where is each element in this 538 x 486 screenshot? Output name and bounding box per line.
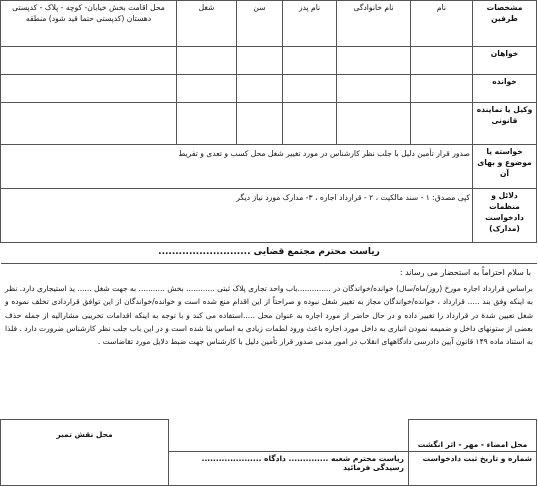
header-job: شغل	[177, 1, 237, 47]
petition-form	[1, 0, 537, 480]
table-row	[1, 47, 537, 75]
header-parties: مشخصات طرفین	[473, 1, 537, 47]
defendant-first-name-field[interactable]	[411, 75, 473, 103]
header-first-name: نام	[411, 1, 473, 47]
plaintiff-age-field[interactable]	[237, 47, 283, 75]
evidence-label: دلائل و منظمات دادخواست (مدارک)	[473, 189, 537, 243]
footer-table	[0, 419, 537, 486]
petition-body-text: براساس قرارداد اجاره مورخ (روز/ماه/سال) خوانده/خواندگان در ..............باب واحد تجاری پلاک ثبتی ............ بخش ........... به جهت شغل ...... ید استیجاری دارد. نظر به اینکه وفق بند ..... قرارداد ، خوانده/خواندگان مجاز به تغییر شغل نبوده و صراحتاً از این اقدام منع شده است و خوانده/خواندگان از این توافق قراردادی تخلف نموده و شغل تعیین شدهٔ در قرارداد را تغییر داده و در حال حاضر از مورد اجاره به عنوان محل .....استفاده می کند و با توجه به اینکه اقدامات تخریبی مشارالیه از جمله حذف بعضی از ستونهای داخل و ضمیمه نمودن انباری به داخل مورد اجاره باعث ورود لطمات زیادی به اساس بنا شده است و در این باب جلب نظر کارشناس ضرورت دارد . فلذا به استناد ماده ۱۴۹ قانون آیین دادرسی دادگاههای انقلاب در امور مدنی صدور قرار تأمین دلیل با کارشناس جهت ضبط دلایل مورد تقاضاست .	[5, 284, 533, 347]
claim-row	[1, 145, 537, 189]
seal-place-cell[interactable]	[1, 420, 169, 486]
row-label-defendant: خوانده	[473, 75, 537, 103]
plaintiff-job-field[interactable]	[177, 47, 237, 75]
parties-table	[0, 0, 537, 243]
footer-spacer	[169, 420, 409, 447]
plaintiff-last-name-field[interactable]	[337, 47, 411, 75]
plaintiff-residence-field[interactable]	[1, 47, 177, 75]
defendant-age-field[interactable]	[237, 75, 283, 103]
attorney-father-name-field[interactable]	[283, 103, 337, 145]
defendant-last-name-field[interactable]	[337, 75, 411, 103]
attorney-residence-field[interactable]	[1, 103, 177, 145]
defendant-job-field[interactable]	[177, 75, 237, 103]
plaintiff-father-name-field[interactable]	[283, 47, 337, 75]
section-title: ریاست محترم مجتمع قضایی ...........................	[158, 247, 380, 257]
evidence-row	[1, 189, 537, 243]
plaintiff-first-name-field[interactable]	[411, 47, 473, 75]
registration-cell[interactable]: شماره و تاریخ ثبت دادخواست	[409, 451, 537, 485]
evidence-text[interactable]: کپی مصدق: ۱ - سند مالکیت ، ۲ - قرارداد اجاره ، ۳- مدارک مورد نیاز دیگر	[1, 189, 473, 243]
header-father-name: نام پدر	[283, 1, 337, 47]
attorney-last-name-field[interactable]	[337, 103, 411, 145]
signature-place-label: محل امضاء - مهر - اثر انگشت	[417, 439, 528, 449]
attorney-first-name-field[interactable]	[411, 103, 473, 145]
header-residence: محل اقامت بخش خیابان- کوچه - پلاک - کدپستی دهستان (کدپستی حتما قید شود) منطقه	[1, 1, 177, 47]
greeting-text: با سلام احتراماً به استحضار می رساند :	[399, 268, 531, 277]
header-age: سن	[237, 1, 283, 47]
branch-head-cell[interactable]: ریاست محترم شعبه .............. دادگاه ..................... رسیدگی فرمائید	[169, 451, 409, 485]
claim-text[interactable]: صدور قرار تأمین دلیل با جلب نظر کارشناس در مورد تغییر شغل محل کسب و تعدی و تفریط	[1, 145, 473, 189]
row-label-attorney: وکیل یا نماینده قانونی	[473, 103, 537, 145]
table-row	[1, 75, 537, 103]
signature-place-cell[interactable]	[409, 420, 537, 452]
row-label-plaintiff: خواهان	[473, 47, 537, 75]
attorney-job-field[interactable]	[177, 103, 237, 145]
defendant-residence-field[interactable]	[1, 75, 177, 103]
header-row	[1, 1, 537, 47]
seal-place-label: محل نقش تمبر	[56, 430, 113, 439]
attorney-age-field[interactable]	[237, 103, 283, 145]
table-row	[1, 103, 537, 145]
claim-label: خواسته یا موضوع و بهای آن	[473, 145, 537, 189]
header-last-name: نام خانوادگی	[337, 1, 411, 47]
defendant-father-name-field[interactable]	[283, 75, 337, 103]
